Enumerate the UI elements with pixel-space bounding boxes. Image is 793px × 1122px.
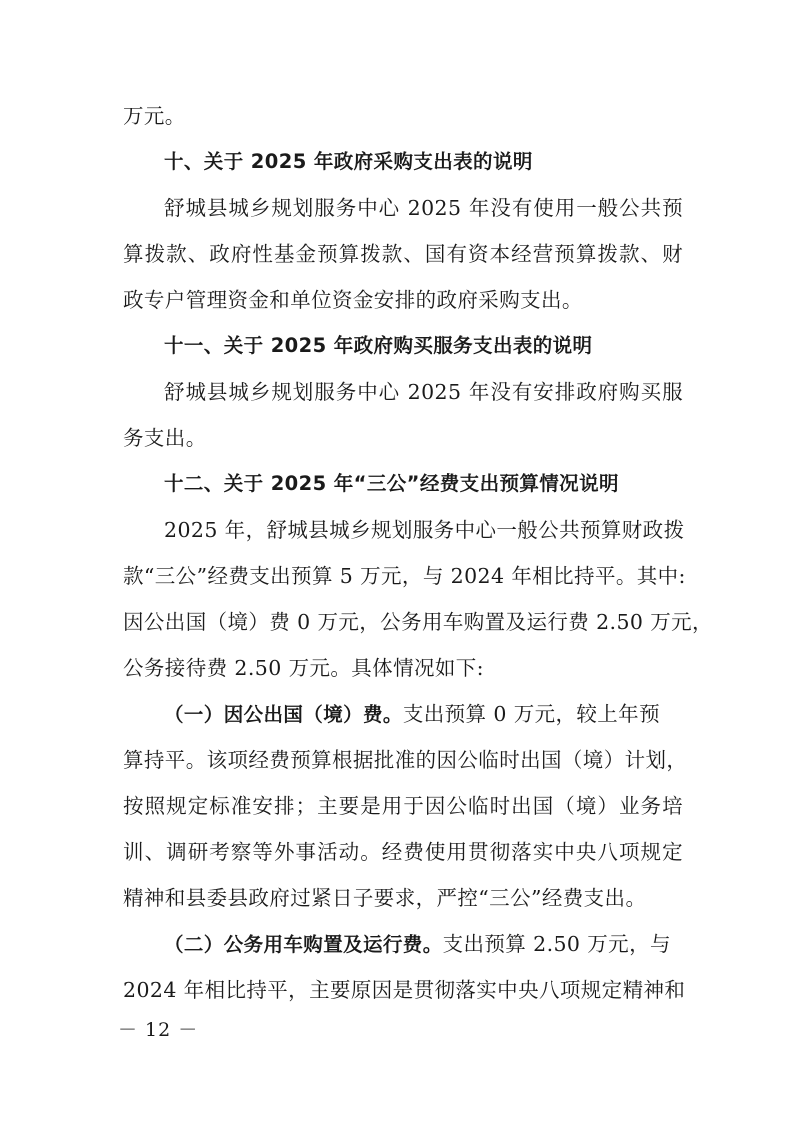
paragraph-line: 款“三公”经费支出预算 5 万元，与 2024 年相比持平。其中: <box>123 564 686 588</box>
subsection-heading-2: （二）公务用车购置及运行费。 <box>164 933 443 956</box>
paragraph-line: 按照规定标准安排；主要是用于因公临时出国（境）业务培 <box>123 794 683 818</box>
paragraph-continuation: 万元。 <box>123 104 186 128</box>
subsection-text: 支出预算 0 万元，较上年预 <box>402 702 660 726</box>
paragraph-line: 训、调研考察等外事活动。经费使用贯彻落实中央八项规定 <box>123 840 683 864</box>
paragraph-line: 2025 年，舒城县城乡规划服务中心一般公共预算财政拨 <box>164 518 685 542</box>
paragraph-line: 2024 年相比持平，主要原因是贯彻落实中央八项规定精神和 <box>123 978 686 1002</box>
paragraph-line: 政专户管理资金和单位资金安排的政府采购支出。 <box>123 288 583 312</box>
section-heading-10: 十、关于 2025 年政府采购支出表的说明 <box>164 150 533 173</box>
paragraph-line: 因公出国（境）费 0 万元，公务用车购置及运行费 2.50 万元， <box>123 610 713 634</box>
paragraph-line: 公务接待费 2.50 万元。具体情况如下: <box>123 656 484 680</box>
paragraph-line: 算持平。该项经费预算根据批准的因公临时出国（境）计划， <box>123 748 688 772</box>
subsection-line <box>164 932 683 957</box>
subsection-heading-1: （一）因公出国（境）费。 <box>164 703 403 726</box>
paragraph-line: 舒城县城乡规划服务中心 2025 年没有使用一般公共预 <box>164 196 683 220</box>
subsection-line <box>164 702 683 727</box>
paragraph-line: 务支出。 <box>123 426 207 450</box>
subsection-text: 支出预算 2.50 万元，与 <box>442 932 671 956</box>
paragraph-line: 算拨款、政府性基金预算拨款、国有资本经营预算拨款、财 <box>123 242 683 266</box>
page-number: － 12 － <box>118 1019 199 1041</box>
paragraph-line: 舒城县城乡规划服务中心 2025 年没有安排政府购买服 <box>164 380 683 404</box>
section-heading-11: 十一、关于 2025 年政府购买服务支出表的说明 <box>164 334 593 357</box>
paragraph-line: 精神和县委县政府过紧日子要求，严控“三公”经费支出。 <box>123 886 647 910</box>
section-heading-12: 十二、关于 2025 年“三公”经费支出预算情况说明 <box>164 472 619 495</box>
